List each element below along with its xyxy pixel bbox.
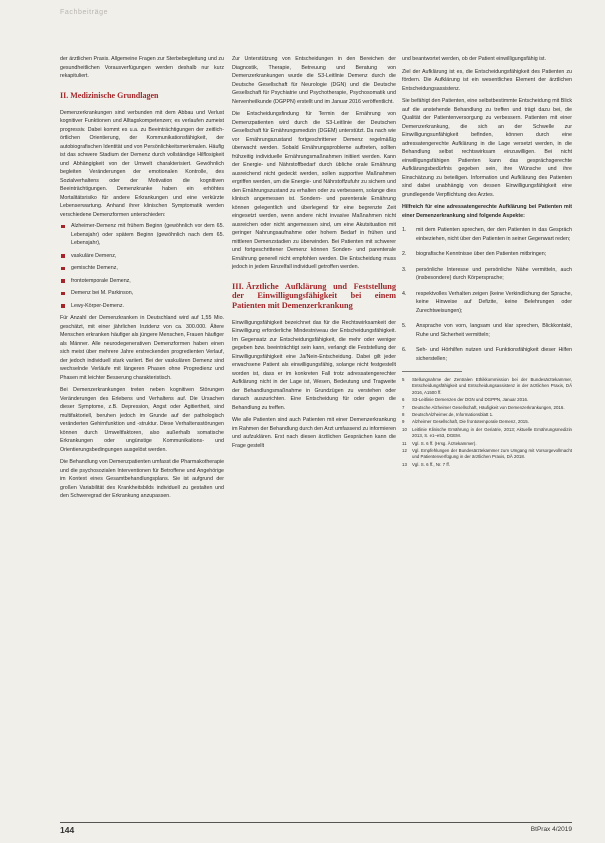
page-number: 144 <box>60 825 75 835</box>
list-item: gemischte Demenz, <box>60 264 224 273</box>
footnote: 9 Alzheimer Gesellschaft, Die frontotemporale Demenz, 2015. <box>402 419 529 425</box>
footnote: 6 S3-Leitlinie Demenzen der DGN und DGPPN, Januar 2016. <box>402 397 529 403</box>
paragraph: Ziel der Aufklärung ist es, die Entscheidungsfähigkeit des Patienten zu fördern. Die Aufklärung ist ein wesentliches Element der ärztlichen Entscheidungsassistenz. <box>402 68 572 92</box>
column-3 <box>402 55 572 469</box>
list-item: Lewy-Körper-Demenz. <box>60 302 224 311</box>
square-bullet-icon <box>61 267 65 271</box>
footnote: 7 Deutsche Alzheimer Gesellschaft, Häufigkeit von Demenzerkrankungen, 2016. <box>402 404 565 410</box>
paragraph: Zur Unterstützung von Entscheidungen in den Bereichen der Diagnostik, Therapie, Betreuung und Beratung von Demenzerkrankungen wurde die S3-Leitlinie Demenz durch die Deutsche Gesellschaft für Neurologie (DGN) und die Deutsche Gesellschaft für Psychiatrie und Psychotherapie, Psychosomatik und Nervenheilkunde (DGPPN) erstellt und im Januar 2016 veröffentlicht. <box>232 56 396 105</box>
intro-paragraph: der ärztlichen Praxis. Allgemeine Fragen zur Sterbebegleitung und zu gesundheitlichen Vorausverfügungen werden deshalb nur kurz rekapituliert. <box>60 56 224 79</box>
footnote: 10 Leitlinie Klinische Ernährung in der Geriatrie, 2013; Aktuelle Ernährungsmedizin 2013, S. e1–e53, DGEM. <box>402 426 572 439</box>
column-1 <box>60 55 224 501</box>
paragraph: Demenzerkrankungen sind verbunden mit dem Abbau und Verlust kognitiver Funktionen und Alltagskompetenzen; es verlaufen zumeist progressiv. Dabei kommt es u.a. zu Beeinträchtigungen der zeitlich-örtlichen Orientierung, der Kommunikationsfähigkeit, der autobiografischen Identität und von Persönlichkeitsmerkmalen. Häufig ist das schwere Stadium der Demenz durch vollständige Hilflosigkeit und Abhängigkeit von der Umwelt charakterisiert. Gewöhnlich begleiten Veränderungen der emotionalen Kontrolle, des Sozialverhaltens oder der Motivation die kognitiven Beeinträchtigungen. Demenzkranke haben ein erhöhtes Mortalitätsrisiko für andere Erkrankungen und eine verkürzte Lebenserwartung. Anhand ihrer klinischen Symptomatik werden verschiedene Demenzformen unterschieden: <box>60 109 225 218</box>
column-2 <box>232 55 396 450</box>
section-title: Ärztliche Aufklärung und Feststellung der Einwilligungsfähigkeit bei einem Patienten mit Demenzerkrankung <box>232 281 396 311</box>
footnotes <box>402 377 572 468</box>
section-heading-medical-basics: II. Medizinische Grundlagen <box>60 90 159 100</box>
list-item: 5. Ansprache von vorn, langsam und klar sprechen, Blickkontakt, Ruhe und Sicherheit vermitteln; <box>402 323 572 338</box>
paragraph: Wie alle Patienten sind auch Patienten mit einer Demenzerkrankung im Rahmen der Behandlung durch den Arzt umfassend zu informieren und aufzuklären. Erst nach diesen ärztlichen Gesprächen kann die Frage gestellt <box>232 417 396 449</box>
section-number: III. <box>232 281 244 291</box>
footnote: 8 DeutschAlzheimer.de, Informationsblatt 1. <box>402 412 494 418</box>
paragraph: Bei Demenzerkrankungen treten neben kognitiven Störungen Veränderungen des Erlebens und Verhaltens auf. Die Ursachen dieser Symptome, z.B. Depression, Angst oder Agitiertheit, sind multifaktoriell, beruhen jedoch im Grunde auf der pathologisch veränderten Gehirnfunktion und -struktur. Diese Verhaltensstörungen können durch Umweltfaktoren, also außerhalb somatische Erkrankungen oder ungünstige Kommunikations- und Orientierungsbedingungen ausgelöst werden. <box>60 387 224 453</box>
section-heading-consent <box>232 282 396 311</box>
list-item: vaskuläre Demenz, <box>60 252 224 261</box>
footer-rule <box>60 822 572 823</box>
paragraph: Die Behandlung von Demenzpatienten umfasst die Pharmakotherapie und die psychosozialen Interventionen für Betroffene und Angehörige im Kontext eines Gesamtbehandlungsplans. Sie ist aufgrund der großen Variabilität des Krankheitsbilds individuell zu gestalten und den Schweregrad der Erkrankung anzupassen. <box>60 459 225 499</box>
section-header-label: Fachbeiträge <box>60 9 109 16</box>
paragraph: Die Entscheidungsfindung für Termin der Ernährung von Demenzpatienten wird durch die S3-Leitlinie der Deutschen Gesellschaft für Ernährungsmedizin (DGEM) unterstützt. Da nach wie vor Ernährungszustand fortgeschrittener Demenz regelmäßig überwacht werden. Sobald Ernährungsprobleme auftreten, sollten frühzeitig individuelle Ernährungsmaßnahmen initiiert werden. Kann der Energie- und Nährstoffbedarf durch übliche orale Ernährung ausreichend nicht gedeckt werden, sollen supportive Maßnahmen ergriffen werden, um die Energie- und Nährstoffzufuhr zu sichern und den Ernährungszustand zu erhalten oder zu verbessern, solange dies klinisch angemessen ist. Sondern- und parenterale Ernährung können gelegentlich und überlegend für eine begrenzte Zeit eingesetzt werden, wenn andere nicht invasive Maßnahmen nicht ausreichen oder nicht angemessen sind, um eine Akutsituation mit geringer Nahrungsaufnahme oder hohem Bedarf in frühen und mittleren Demenzstadien zu überwinden. Bei Patienten mit schwerer und fortgeschrittener Demenz können Sonden- und parenterale Ernährung generell nicht empfohlen werden. Die Entscheidung muss jedoch in jedem Einzelfall individuell getroffen werden. <box>232 111 396 270</box>
aspects-numbered-list <box>402 226 572 363</box>
square-bullet-icon <box>61 304 65 308</box>
square-bullet-icon <box>61 225 65 229</box>
bold-lead-paragraph: Hilfreich für eine adressatengerechte Aufklärung bei Patienten mit einer Demenzerkrankung sind folgende Aspekte: <box>402 204 572 219</box>
paragraph: Für Anzahl der Demenzkranken in Deutschland wird auf 1,55 Mio. geschätzt, mit einer jährlichen Inzidenz von ca. 300.000. Ältere Menschen erkranken häufiger als jüngere Menschen, Frauen häufiger als Männer. Alle neurodegenerativen Demenzformen haben einen sich meist über mehrere Jahre erstreckenden progredienten Verlauf, der jedoch individuell stark variiert. Bei der vaskulären Demenz sind wechselnde Verläufe mit längeren Phasen ohne Progredienz und Phasen mit leichter Besserung charakteristisch. <box>60 315 224 381</box>
paragraph: Sie befähigt den Patienten, eine selbstbestimmte Entscheidung mit Blick auf die anstehende Behandlung zu treffen und trägt dazu bei, die Qualität der Patientenversorgung zu verbessern. Patienten mit einer Demenzerkrankung, die sich an der Schwelle zur Einwilligungsunfähigkeit befinden, können durch eine adressatengerechte Aufklärung in die Lage versetzt werden, in die Behandlung selbst rechtswirksam einzuwilligen. Bei nicht einwilligungsfähigen Patienten kann das gesprächsgerechte Aufklärungsbedürfnis gegeben sein, ihre Wünsche und ihre Einschätzung zu beteiligen. Information und Aufklärung des Patienten sind dabei unabhängig von dessen Einwilligungsfähigkeit eine grundlegende Verpflichtung des Arztes. <box>402 98 572 198</box>
journal-issue: BtPrax 4/2019 <box>530 826 572 833</box>
list-item: Demenz bei M. Parkinson, <box>60 289 224 298</box>
footnote: 12 Vgl. Empfehlungen der Bundesärztekammer zum Umgang mit Vorsorgevollmacht und Patientenverfügung in der ärztlichen Praxis, DÄ 2018. <box>402 448 572 460</box>
square-bullet-icon <box>61 254 65 258</box>
paragraph: und beantwortet werden, ob der Patient einwilligungsfähig ist. <box>402 56 546 62</box>
list-item: Alzheimer-Demenz mit frühem Beginn (gewöhnlich vor dem 65. Lebensjahr) oder spätem Beginn (gewöhnlich nach dem 65. Lebensjahr), <box>60 222 224 248</box>
footnote: 13 Vgl. S. 6 ff., Nr. 7 ff. <box>402 461 450 467</box>
footnote: 11 Vgl. S. 6 ff. (Hrsg. Ärztekammer). <box>402 440 477 446</box>
square-bullet-icon <box>61 292 65 296</box>
dementia-types-list <box>60 222 224 310</box>
square-bullet-icon <box>61 279 65 283</box>
footnote: 5 Stellungnahme der Zentralen Ethikkommission bei der Bundesärztekammer, Entscheidungsfähigkeit und Entscheidungsassistenz in der ärztlichen Praxis, DÄ 2016, A1500 ff. <box>402 377 572 395</box>
list-item: frontotemporale Demenz, <box>60 277 224 286</box>
footnote-divider <box>402 371 462 372</box>
list-item: 3. persönliche Interesse und persönliche Nähe vermitteln, auch (insbesondere) durch Körpersprache; <box>402 266 572 281</box>
list-item: 1. mit dem Patienten sprechen, der den Patienten in das Gespräch einbeziehen, nicht über den Patienten in seiner Gegenwart reden; <box>402 227 572 242</box>
list-item: 4. respektvolles Verhalten zeigen (keine Verkindlichung der Sprache, keine Hinweise auf Defizite, keine Belehrungen oder Zurechtweisungen); <box>402 290 572 314</box>
paragraph: Einwilligungsfähigkeit bezeichnet das für die Rechtswirksamkeit der Einwilligung erforderliche Mindestniveau der Entscheidungsfähigkeit. Im Gegensatz zur Entscheidungsfähigkeit, die mehr oder weniger gegeben bzw. beeinträchtigt sein kann, verlangt die Feststellung der Einwilligungsfähigkeit eine Ja/Nein-Entscheidung. Dabei gilt jeder erwachsene Patient als einwilligungsfähig, solange nicht festgestellt worden ist, dass er im konkreten Fall trotz adressatengerechter Aufklärung nicht in der Lage ist, Wesen, Bedeutung und Tragweite der Behandlungsmaßnahme in Grundzügen zu verstehen oder danach auszurichten. Eine Entscheidung für oder gegen die Behandlung zu treffen. <box>232 319 396 411</box>
list-item: 2. biografische Kenntnisse über den Patienten mitbringen; <box>402 251 547 257</box>
list-item: 6. Seh- und Hörhilfen nutzen und Funktionsfähigkeit dieser Hilfen sicherstellen; <box>402 347 572 362</box>
